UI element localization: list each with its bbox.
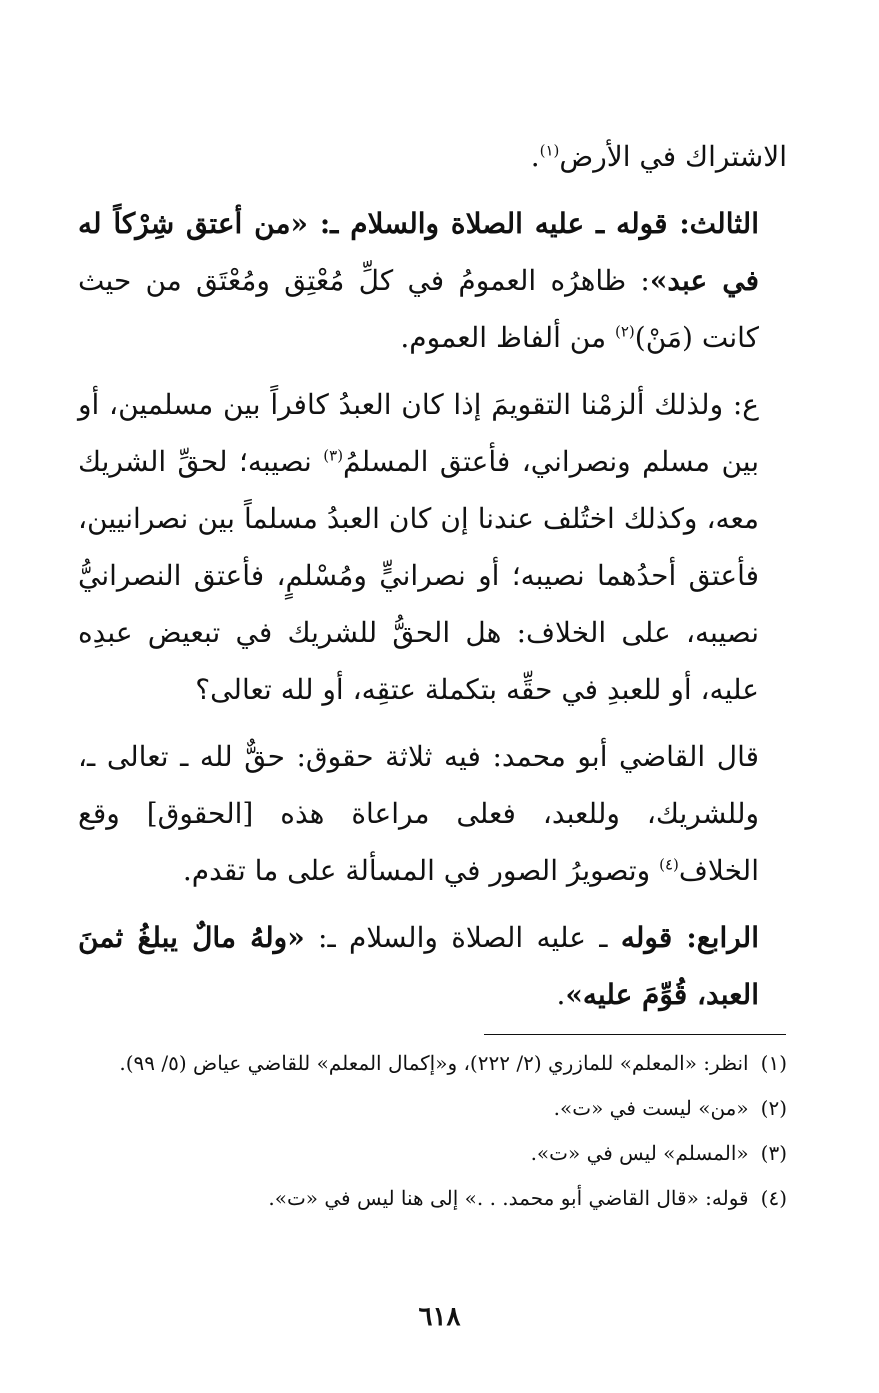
paragraph-4-text-b: وتصويرُ الصور في المسألة على ما تقدم.	[182, 854, 660, 887]
paragraph-5-lead: الرابع: قوله	[620, 921, 759, 954]
paragraph-4	[78, 728, 787, 899]
paragraph-3	[78, 376, 787, 718]
footnote-3	[78, 1136, 787, 1170]
paragraph-5	[78, 909, 787, 1023]
footnote-ref-4: (٤)	[659, 855, 679, 874]
footnote-ref-2: (٢)	[615, 322, 635, 341]
footnote-1-text: انظر: «المعلم» للمازري (٢/ ٢٢٢)، و«إكمال المعلم» للقاضي عياض (٥/ ٩٩).	[119, 1051, 749, 1075]
footnote-1-number: (١)	[760, 1051, 787, 1075]
footnote-ref-1: (١)	[539, 141, 560, 160]
footnote-separator	[484, 1034, 786, 1035]
paragraph-3-text-a: ع: ولذلك ألزمْنا التقويمَ إذا كان العبدُ كافراً بين مسلمين، أو بين مسلم ونصراني، فأعتق المسلمُ	[78, 388, 759, 478]
footnote-4-number: (٤)	[760, 1186, 787, 1210]
paragraph-5-end: .	[556, 978, 566, 1011]
footnote-2-text: «من» ليست في «ت».	[553, 1096, 749, 1120]
paragraph-5-quote: «ولهُ مالٌ يبلغُ ثمنَ العبد، قُوِّمَ عليه»	[78, 921, 759, 1011]
paragraph-3-text-b: نصيبه؛ لحقِّ الشريك معه، وكذلك اختُلف عندنا إن كان العبدُ مسلماً بين نصرانيين، فأعتق أحدُهما نصيبه؛ أو نصرانيٍّ ومُسْلمٍ، فأعتق النصرانيُّ نصيبه، على الخلاف: هل الحقُّ للشريك في تبعيض عبدِه عليه، أو للعبدِ في حقِّه بتكملة عتقِه، أو لله تعالى؟	[78, 445, 759, 706]
paragraph-2-lead: الثالث: قوله ـ عليه الصلاة والسلام ـ: «من أعتق شِرْكاً له في عبد»	[78, 207, 759, 297]
footnote-1	[78, 1046, 787, 1080]
footnote-3-text: «المسلم» ليس في «ت».	[530, 1141, 749, 1165]
page-number: ٦١٨	[418, 1302, 461, 1332]
main-text	[78, 128, 787, 1033]
paragraph-2-rest-a: : ظاهرُه العمومُ في كلِّ مُعْتِق ومُعْتَق من حيث كانت (مَنْ)	[78, 264, 759, 354]
footnote-2-number: (٢)	[760, 1096, 787, 1120]
footnote-4	[78, 1181, 787, 1215]
paragraph-4-text-a: قال القاضي أبو محمد: فيه ثلاثة حقوق: حقٌّ لله ـ تعالى ـ، وللشريك، وللعبد، فعلى مراعاة هذه [الحقوق] وقع الخلاف	[78, 740, 759, 887]
paragraph-2	[78, 195, 787, 366]
paragraph-5-mid: ـ عليه الصلاة والسلام ـ:	[304, 921, 621, 954]
paragraph-2-rest-b: من ألفاظ العموم.	[400, 321, 615, 354]
footnote-ref-3: (٣)	[323, 446, 344, 465]
paragraph-1	[78, 128, 787, 185]
footnote-3-number: (٣)	[760, 1141, 787, 1165]
footnote-4-text: قوله: «قال القاضي أبو محمد. . .» إلى هنا ليس في «ت».	[268, 1186, 749, 1210]
paragraph-1-text: الاشتراك في الأرض	[559, 140, 787, 173]
paragraph-1-end: .	[530, 140, 540, 173]
footnotes	[78, 1046, 787, 1226]
footnote-2	[78, 1091, 787, 1125]
